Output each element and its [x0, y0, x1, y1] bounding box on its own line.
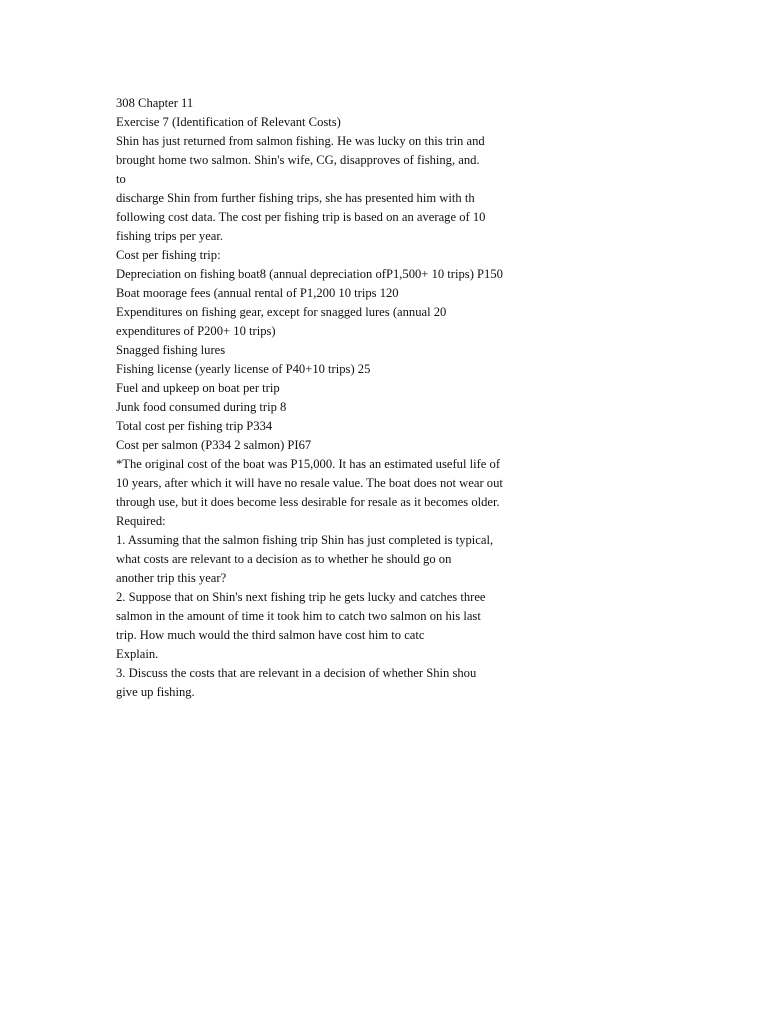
- cost-line-gear-continued: expenditures of P200+ 10 trips): [116, 324, 276, 338]
- exercise-title: Exercise 7 (Identification of Relevant Costs): [116, 115, 341, 129]
- text-line: Shin has just returned from salmon fishing. He was lucky on this trin and: [116, 134, 485, 148]
- question-line: 2. Suppose that on Shin's next fishing trip he gets lucky and catches three: [116, 590, 486, 604]
- cost-line-fuel: Fuel and upkeep on boat per trip: [116, 381, 280, 395]
- question-line: what costs are relevant to a decision as to whether he should go on: [116, 552, 452, 566]
- question-line: 3. Discuss the costs that are relevant in a decision of whether Shin shou: [116, 666, 477, 680]
- question-line: 1. Assuming that the salmon fishing trip Shin has just completed is typical,: [116, 533, 494, 547]
- cost-line-license: Fishing license (yearly license of P40+10 trips) 25: [116, 362, 371, 376]
- cost-line-depreciation: Depreciation on fishing boat8 (annual depreciation ofP1,500+ 10 trips) P150: [116, 267, 503, 281]
- question-line: Explain.: [116, 647, 159, 661]
- document-text: [116, 94, 736, 702]
- text-line: discharge Shin from further fishing trips, she has presented him with th: [116, 191, 475, 205]
- cost-line-gear: Expenditures on fishing gear, except for snagged lures (annual 20: [116, 305, 447, 319]
- required-heading: Required:: [116, 514, 166, 528]
- cost-section-heading: Cost per fishing trip:: [116, 248, 221, 262]
- question-line: give up fishing.: [116, 685, 195, 699]
- cost-line-food: Junk food consumed during trip 8: [116, 400, 287, 414]
- question-line: another trip this year?: [116, 571, 227, 585]
- cost-line-total: Total cost per fishing trip P334: [116, 419, 273, 433]
- text-line: following cost data. The cost per fishing trip is based on an average of 10: [116, 210, 486, 224]
- footnote-line: *The original cost of the boat was P15,000. It has an estimated useful life of: [116, 457, 501, 471]
- footnote-line: 10 years, after which it will have no resale value. The boat does not wear out: [116, 476, 503, 490]
- text-line: brought home two salmon. Shin's wife, CG, disapproves of fishing, and.: [116, 153, 480, 167]
- cost-line-moorage: Boat moorage fees (annual rental of P1,200 10 trips 120: [116, 286, 399, 300]
- cost-line-per-salmon: Cost per salmon (P334 2 salmon) PI67: [116, 438, 312, 452]
- footnote-line: through use, but it does become less desirable for resale as it becomes older.: [116, 495, 500, 509]
- text-line: to: [116, 172, 126, 186]
- cost-line-lures: Snagged fishing lures: [116, 343, 226, 357]
- question-line: salmon in the amount of time it took him to catch two salmon on his last: [116, 609, 481, 623]
- text-line: fishing trips per year.: [116, 229, 224, 243]
- page-header: 308 Chapter 11: [116, 96, 194, 110]
- question-line: trip. How much would the third salmon have cost him to catc: [116, 628, 425, 642]
